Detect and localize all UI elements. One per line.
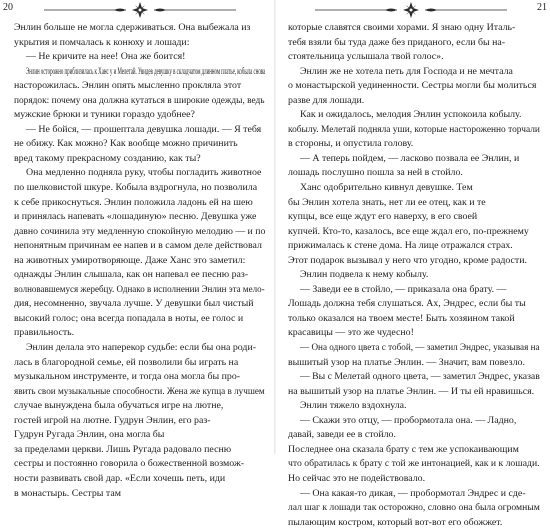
text-line: давай, заведи ее в стойло. — [288, 429, 396, 441]
text-line: Гудрун Ругада Энлин, она могла бы — [14, 429, 165, 441]
text-line: Она медленно подняла руку, чтобы погладить животное — [26, 167, 262, 179]
text-line: прижималась к стене дома. На лице отражался страх. — [288, 240, 513, 252]
text-line: — Скажи это отцу, — пробормотала она. — Ладно, — [300, 414, 517, 426]
text-line: Энлин делала это наперекор судьбе: если бы она роди- — [26, 342, 257, 354]
text-line: купчей. Кто-то, казалось, все еще ждал его, по-прежнему — [288, 225, 529, 237]
text-line: вред такому прекрасному созданию, как ты? — [14, 152, 201, 164]
text-line: кобылу. Мелетай подняла уши, которые настороженно торчали — [288, 123, 540, 135]
text-line: высокий голос; она всегда попадала в ноты, ее голос и — [14, 312, 244, 324]
text-line: Как и ожидалось, мелодия Энлин успокоила кобылу. — [300, 109, 522, 121]
text-line: красавицы — это же чудесно! — [288, 327, 414, 339]
text-line: порядок: почему она должна кутаться в широкие одежды, ведь — [14, 94, 265, 106]
text-line: — Заведи ее в стойло, — приказала она брату. — — [300, 283, 507, 295]
text-line: за пределами церкви. Лишь Ругада радовало песню — [14, 443, 232, 455]
text-line: Этот подарок вызывал у него что угодно, кроме радости. — [288, 254, 527, 266]
text-line: стоятельница услышала твой голос». — [288, 51, 444, 63]
text-line: Но сейчас это не подействовало. — [288, 472, 426, 484]
text-line: бы Энлин хотела знать, нет ли ее отец, как и те — [288, 196, 486, 208]
text-line: на вышитый узор на платье Энлин. — И ты ей нравишься. — [288, 385, 535, 397]
left-page — [0, 0, 274, 499]
text-line: разве для лошади. — [288, 94, 365, 106]
text-line: к себе прикоснуться. Энлин положила ладонь ей на шею — [14, 196, 253, 208]
text-line: Энлин осторожно приблизилась к Ханс у и Мелетай. Увидев девушку в складчатом длинном платье, кобыла снова — [26, 65, 265, 77]
header-ornament — [40, 1, 240, 19]
text-line: Последнее она сказала брату с тем же успокаивающим — [288, 443, 519, 455]
text-line: — Вы с Мелетай одного цвета, — заметил Эндрес, указав — [300, 371, 540, 383]
text-line: ности развивать свой дар. «Если хочешь петь, иди — [14, 472, 226, 484]
text-line: — Она одного цвета с тобой, — заметил Эндрес, указывая на — [300, 342, 540, 354]
text-line: непонятным причинам ее напев и в самом деле действовал — [14, 240, 262, 252]
text-line: по шелковистой шкуре. Кобыла вздрогнула, но позволила — [14, 182, 258, 194]
text-line: мужские брюки и туники гораздо удобнее? — [14, 109, 195, 121]
text-line: в монастырь. Сестры там — [14, 487, 121, 499]
text-line: лась в благородной семье, ей позволили бы играть на — [14, 356, 239, 368]
text-line: — А теперь пойдем, — ласково позвала ее Энлин, и — [300, 152, 520, 164]
text-line: и принялась напевать «лошадиную» песню. Девушка уже — [14, 211, 257, 223]
text-line: о монастырской уединенности. Сестры могли бы молиться — [288, 80, 537, 92]
text-line: — Не бойся, — прошептала девушка лошади. — Я тебя — [26, 123, 262, 135]
text-line: явить свои музыкальные способности. Жена же купца в лучшем — [14, 385, 265, 397]
text-line: Энлин больше не могла сдерживаться. Она выбежала из — [14, 22, 251, 33]
text-line: тебя взяли бы туда даже без приданого, если бы на- — [288, 36, 506, 48]
text-line: пылающим костром, который вот-вот его обожжет. — [288, 516, 503, 528]
text-line: Энлин же не хотела петь для Господа и не мечтала — [300, 65, 513, 77]
text-line: Энлин тяжело вздохнула. — [300, 400, 407, 412]
text-line: укрытия и помчалась к конюху и лошади: — [14, 36, 190, 48]
header-ornament — [311, 1, 511, 19]
page-number: 20 — [3, 2, 13, 13]
text-line: купцы, все еще ждут его наверху, в его своей — [288, 211, 478, 223]
right-page — [276, 0, 550, 528]
text-line: на животных умиротворяюще. Даже Ханс это заметил: — [14, 254, 246, 266]
text-line: лошадь послушно пошла за ней в стойло. — [288, 167, 463, 179]
text-line: Ханс одобрительно кивнул девушке. Тем — [300, 182, 473, 194]
page-number: 21 — [537, 2, 547, 13]
text-line: сестры и постоянно говорила о божественной возмож- — [14, 458, 245, 470]
text-line: которые славятся своими хорами. Я знаю одну Италь- — [288, 22, 516, 33]
text-line: только оказался на твоем месте! Быть хозяином такой — [288, 312, 515, 324]
text-line: случае вынуждена была обучаться игре на лютне, — [14, 400, 224, 412]
text-line: вышитый узор на платье Энлин. — Значит, вам повезло. — [288, 356, 525, 368]
text-line: правильность. — [14, 327, 75, 339]
text-line: однажды Энлин слышала, как он напевал ее песню раз- — [14, 269, 249, 281]
text-line: лал шаг к лошади так осторожно, словно она была огромным — [288, 502, 540, 514]
text-line: гостей игрой на лютне. Гудрун Энлин, его раз- — [14, 414, 211, 426]
text-line: — Она какая-то дикая, — пробормотал Эндрес и сде- — [300, 487, 526, 499]
text-line: в стороны, и опустила голову. — [288, 138, 414, 150]
text-line: дия, несомненно, звучала лучше. У девушки был чистый — [14, 298, 254, 310]
text-line: волновавшемуся жеребцу. Однако в исполнении Энлин эта мело- — [14, 283, 265, 295]
text-line: Энлин подвела к нему кобылу. — [300, 269, 429, 281]
text-line: Лошадь должна тебя слушаться. Ах, Эндрес, если бы ты — [288, 298, 526, 310]
text-line: насторожилась. Энлин опять мысленно прокляла этот — [14, 80, 242, 92]
page-body-text — [14, 21, 265, 501]
text-line: музыкальном инструменте, и тогда она могла бы про- — [14, 371, 241, 383]
text-line: давно сочинила эту медленную спокойную мелодию — и по — [14, 225, 265, 237]
text-line: не обижу. Как можно? Как вообще можно причинить — [14, 138, 238, 150]
text-line: что обратилась к брату с той же интонацией, как и к лошади. — [288, 458, 540, 470]
text-line: — Не кричите на нее! Она же боится! — [26, 51, 186, 63]
